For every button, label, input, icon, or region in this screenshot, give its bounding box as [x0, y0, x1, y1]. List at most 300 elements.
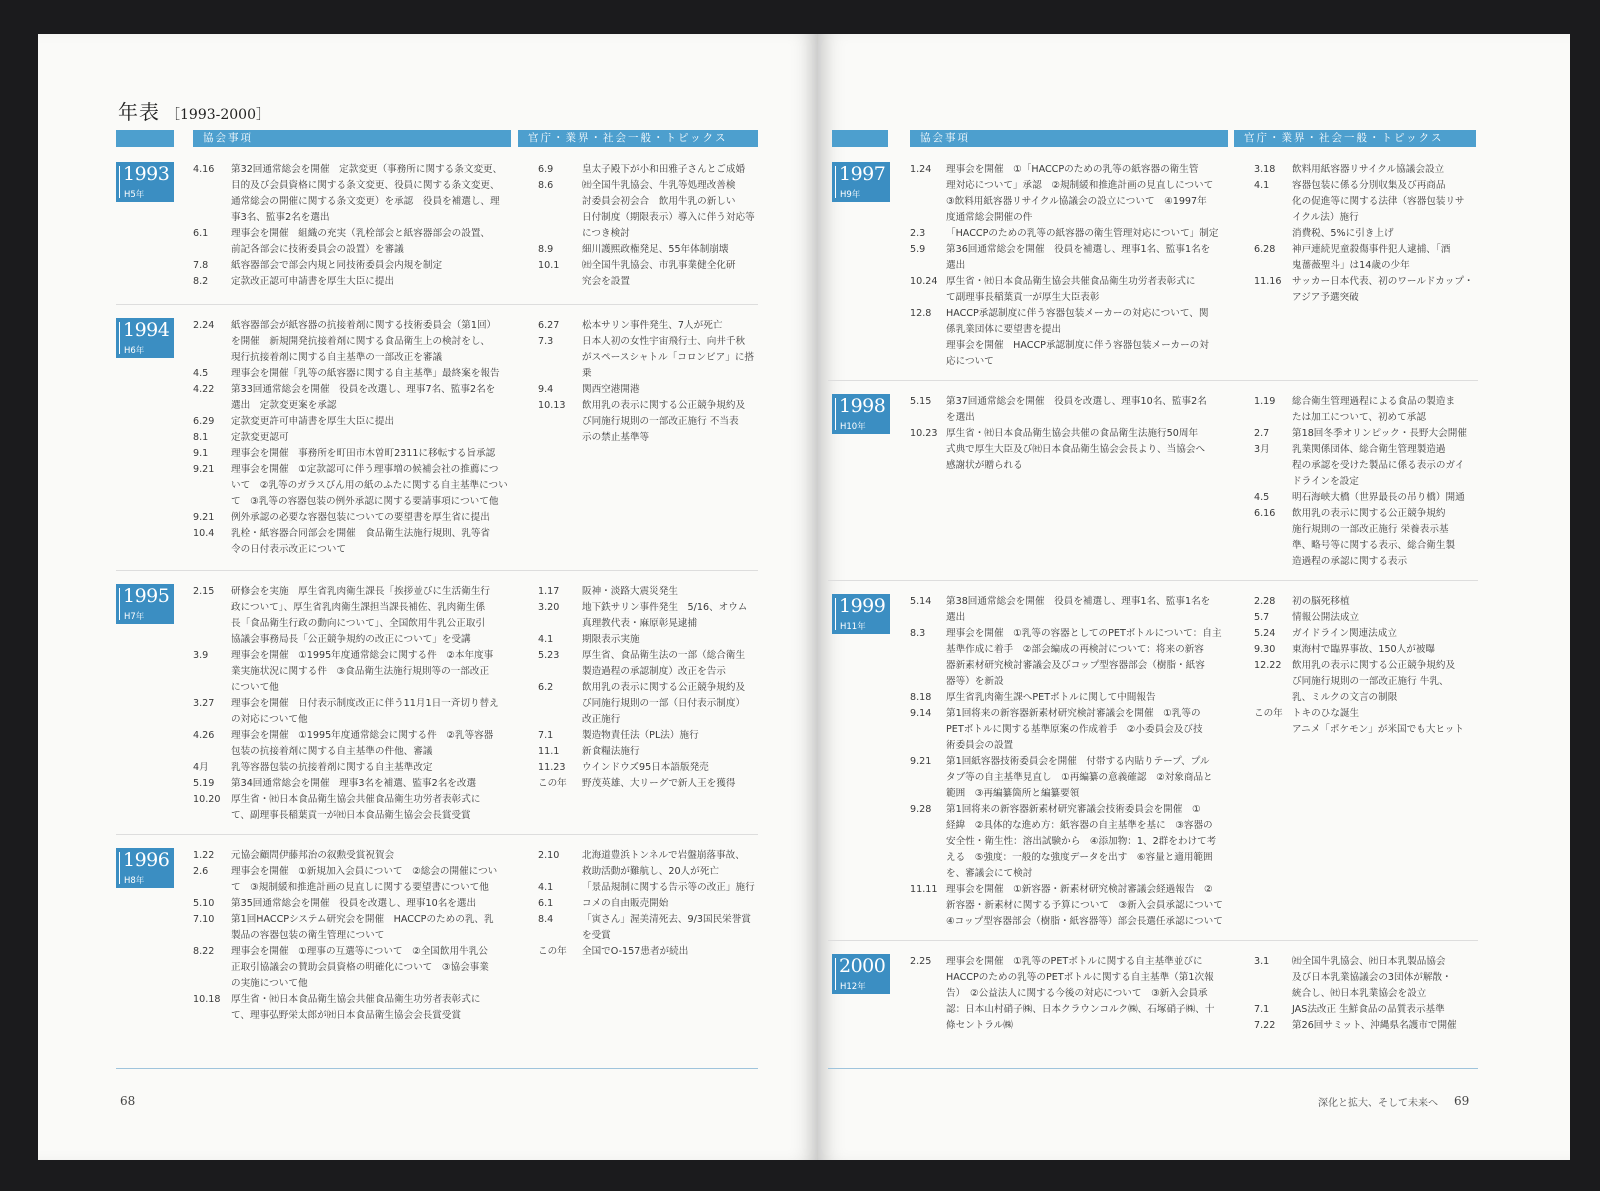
- era-label: H8年: [124, 876, 145, 886]
- society-column: [1254, 954, 1478, 1034]
- entry-date: 4.1: [1254, 180, 1270, 191]
- assoc-entry: [193, 896, 513, 912]
- header-year-block: [832, 130, 888, 147]
- entry-text: 厚生省、食品衛生法の一部（総合衛生 製造過程の承認制度）改正を告示: [582, 650, 746, 677]
- entry-text: 皇太子殿下が小和田雅子さんとご成婚: [582, 164, 746, 175]
- entry-text: 乳栓・紙容器合同部会を開催 食品衛生法施行規則、乳等省 令の日付表示改正について: [231, 528, 491, 555]
- title-main: 年表: [118, 100, 160, 124]
- entry-date: 2.25: [910, 956, 932, 967]
- entry-date: 10.1: [538, 260, 560, 271]
- entry-date: 3.9: [193, 650, 209, 661]
- entry-text: 期限表示実施: [582, 634, 640, 645]
- entry-date: 6.27: [538, 320, 560, 331]
- era-label: H10年: [840, 422, 866, 432]
- assoc-entry: [193, 226, 513, 258]
- entry-text: 阪神・淡路大震災発生: [582, 586, 678, 597]
- entry-date: 5.7: [1254, 612, 1270, 623]
- entry-text: 理事会を開催 ①理事の互選等について ②全国飲用牛乳公 正取引協議会の賛助会員資格の明確化について ③協会事業 の実施について他: [231, 946, 489, 989]
- era-label: H6年: [124, 346, 145, 356]
- entry-text: 情報公開法成立: [1292, 612, 1360, 623]
- assoc-entry: [193, 696, 513, 728]
- assoc-entry: [193, 848, 513, 864]
- entry-text: 新食糧法施行: [582, 746, 640, 757]
- header-year-block: [116, 130, 174, 147]
- year-label: 2000: [839, 955, 886, 977]
- entry-text: ㈳全国牛乳協会、市乳事業健全化研 究会を設置: [582, 260, 736, 287]
- entry-date: 7.22: [1254, 1020, 1276, 1031]
- entry-text: 初の脳死移植: [1292, 596, 1350, 607]
- assoc-entry: [910, 954, 1230, 1034]
- entry-text: 第18回冬季オリンピック・長野大会開催: [1292, 428, 1467, 439]
- entry-date: 8.4: [538, 914, 554, 925]
- header-assoc: 協会事項: [193, 130, 511, 147]
- entry-text: 定款改正認可申請書を厚生大臣に提出: [231, 276, 395, 287]
- society-entry: [1254, 1018, 1478, 1034]
- entry-date: 9.21: [193, 512, 215, 523]
- year-label: 1996: [123, 849, 170, 871]
- entry-text: 紙容器部会で部会内規と同技術委員会内規を制定: [231, 260, 443, 271]
- entry-text: 理事会を開催「乳等の紙容器に関する自主基準」最終案を報告: [231, 368, 500, 379]
- entry-text: 元協会顧問伊藤邦治の叙勲受賞祝賀会: [231, 850, 395, 861]
- assoc-entry: [193, 992, 513, 1024]
- entry-text: 第35回通常総会を開催 役員を改選し、理事10名を選出: [231, 898, 477, 909]
- assoc-column: [910, 162, 1230, 370]
- entry-date: 7.8: [193, 260, 209, 271]
- entry-date: 2.7: [1254, 428, 1270, 439]
- entry-text: 松本サリン事件発生、7人が死亡: [582, 320, 723, 331]
- entry-text: 理事会を開催 組織の充実（乳栓部会と紙容器部会の設置、 前記各部会に技術委員会の設置）を審議: [231, 228, 491, 255]
- entry-date: 4.1: [538, 634, 554, 645]
- society-entry: [538, 776, 760, 792]
- entry-text: 厚生省・㈳日本食品衛生協会共催の食品衛生法施行50周年 式典で厚生大臣及び㈳日本食品衛生協会会長より、当協会へ 感謝状が贈られる: [946, 428, 1206, 471]
- society-entry: [1254, 426, 1478, 442]
- section-divider: [828, 380, 1478, 381]
- entry-text: 日本人初の女性宇宙飛行士、向井千秋 がスペースシャトル「コロンビア」に搭乗: [582, 336, 755, 379]
- assoc-entry: [193, 162, 513, 226]
- entry-text: トキのひな誕生 アニメ「ポケモン」が米国でも大ヒット: [1292, 708, 1464, 735]
- entry-date: 3月: [1254, 444, 1270, 455]
- entry-text: 製造物責任法（PL法）施行: [582, 730, 699, 741]
- entry-text: 理事会を開催 ①定款認可に伴う理事増の候補会社の推薦につ いて ②乳等のガラスびん用の紙のふたに関する自主基準につい て ③乳等の容器包装の例外承認に関する要請事項について他: [231, 464, 508, 507]
- entry-text: 飲用乳の表示に関する公正競争規約及 び同施行規則の一部改正施行 不当表 示の禁止基準等: [582, 400, 746, 443]
- entry-text: ガイドライン関連法成立: [1292, 628, 1397, 639]
- society-entry: [538, 744, 760, 760]
- entry-text: 関西空港開港: [582, 384, 640, 395]
- section-divider: [116, 834, 758, 835]
- entry-date: 4.16: [193, 164, 215, 175]
- entry-text: 第1回紙容器技術委員会を開催 付帯する内貼りテープ、プル タブ等の自主基準見直し ①再編纂の意義確認 ②対象商品と 範囲 ③再編纂箇所と編纂要領: [946, 756, 1213, 799]
- entry-date: 9.4: [538, 384, 554, 395]
- society-entry: [1254, 442, 1478, 490]
- entry-text: 理事会を開催 ①乳等のPETボトルに関する自主基準並びに HACCPのための乳等のPETボトルに関する自主基準（第1次報 告） ②公益法人に関する今後の対応について ③新入会員承 認：日本山村硝子㈱、日本クラウンコルク㈱、石塚硝子㈱、十 條セントラル㈱: [946, 956, 1215, 1031]
- bottom-rule: [828, 1068, 1478, 1069]
- entry-text: 理事会を開催 ①1995年度通常総会に関する件 ②乳等容器 包装の抗接着剤に関する自主基準の件他、審議: [231, 730, 494, 757]
- entry-date: 4.5: [193, 368, 209, 379]
- assoc-entry: [193, 414, 513, 430]
- entry-text: 理事会を開催 ①1995年度通常総会に関する件 ②本年度事 業実施状況に関する件 ③食品衛生法施行規則等の一部改正 について他: [231, 650, 494, 693]
- entry-date: 8.18: [910, 692, 932, 703]
- entry-text: サッカー日本代表、初のワールドカップ・ アジア予選突破: [1292, 276, 1474, 303]
- assoc-entry: [910, 394, 1230, 426]
- society-entry: [538, 680, 760, 728]
- entry-date: 4.5: [1254, 492, 1270, 503]
- entry-date: 12.8: [910, 308, 932, 319]
- entry-date: 11.23: [538, 762, 566, 773]
- entry-date: 4.26: [193, 730, 215, 741]
- entry-date: 5.19: [193, 778, 215, 789]
- page-number-right: 69: [1454, 1094, 1470, 1108]
- entry-text: 第36回通常総会を開催 役員を補選し、理事1名、監事1名を 選出: [946, 244, 1211, 271]
- assoc-entry: [910, 594, 1230, 626]
- entry-text: 例外承認の必要な容器包装についての要望書を厚生省に提出: [231, 512, 490, 523]
- society-entry: [538, 334, 760, 382]
- society-entry: [1254, 642, 1478, 658]
- society-entry: [538, 728, 760, 744]
- chronology-title: [118, 96, 270, 125]
- society-entry: [1254, 1002, 1478, 1018]
- entry-date: 5.24: [1254, 628, 1276, 639]
- year-badge-bar: [835, 398, 836, 430]
- entry-date: 6.9: [538, 164, 554, 175]
- entry-date: 7.10: [193, 914, 215, 925]
- assoc-entry: [910, 754, 1230, 802]
- assoc-entry: [193, 912, 513, 944]
- era-label: H7年: [124, 612, 145, 622]
- entry-date: 9.1: [193, 448, 209, 459]
- society-column: [1254, 394, 1478, 570]
- year-badge-bar: [119, 588, 120, 620]
- assoc-entry: [193, 648, 513, 696]
- society-entry: [538, 896, 760, 912]
- entry-date: 10.23: [910, 428, 938, 439]
- entry-text: 飲料用紙容器リサイクル協議会設立: [1292, 164, 1445, 175]
- entry-text: 第32回通常総会を開催 定款変更（事務所に関する条文変更、 目的及び会員資格に関する条文変更、役員に関する条文変更、 通常総会の開催に関する条文変更）を承認 役員を補選し、理 事3名、監事2名を選出: [231, 164, 503, 223]
- entry-date: 11.1: [538, 746, 560, 757]
- assoc-column: [193, 318, 513, 558]
- society-entry: [1254, 954, 1478, 1002]
- society-entry: [538, 648, 760, 680]
- entry-text: 地下鉄サリン事件発生 5/16、オウム 真理教代表・麻原彰晃逮捕: [582, 602, 748, 629]
- society-entry: [538, 382, 760, 398]
- entry-date: 1.17: [538, 586, 560, 597]
- assoc-entry: [193, 318, 513, 366]
- section-divider: [828, 580, 1478, 581]
- entry-date: 2.28: [1254, 596, 1276, 607]
- entry-date: 9.14: [910, 708, 932, 719]
- assoc-entry: [193, 274, 513, 290]
- assoc-entry: [193, 944, 513, 992]
- assoc-entry: [193, 760, 513, 776]
- society-entry: [538, 242, 760, 258]
- entry-date: 2.6: [193, 866, 209, 877]
- assoc-column: [193, 848, 513, 1024]
- assoc-entry: [193, 382, 513, 414]
- entry-date: 6.28: [1254, 244, 1276, 255]
- year-badge: [832, 394, 890, 434]
- entry-text: HACCP承認制度に伴う容器包装メーカーの対応について、関 係乳業団体に要望書を提出: [946, 308, 1209, 335]
- society-entry: [538, 880, 760, 896]
- section-divider: [116, 304, 758, 305]
- assoc-entry: [193, 462, 513, 510]
- assoc-entry: [910, 274, 1230, 306]
- entry-date: 3.1: [1254, 956, 1270, 967]
- society-entry: [538, 258, 760, 290]
- entry-text: 飲用乳の表示に関する公正競争規約 施行規則の一部改正施行 栄養表示基 準、略号等に関する表示、総合衛生製 造過程の承認に関する表示: [1292, 508, 1456, 567]
- society-entry: [1254, 178, 1478, 242]
- era-label: H11年: [840, 622, 866, 632]
- assoc-column: [910, 394, 1230, 474]
- entry-date: 2.24: [193, 320, 215, 331]
- society-column: [1254, 594, 1478, 738]
- entry-text: 神戸連続児童殺傷事件犯人逮捕、「酒 鬼薔薇聖斗」は14歳の少年: [1292, 244, 1451, 271]
- society-entry: [538, 162, 760, 178]
- era-label: H5年: [124, 190, 145, 200]
- entry-date: 5.15: [910, 396, 932, 407]
- entry-text: ㈳全国牛乳協会、牛乳等処理改善検 討委員会初会合 飲用牛乳の新しい 日付制度（期限表示）導入に伴う対応等 につき検討: [582, 180, 755, 239]
- year-badge: [116, 584, 174, 624]
- entry-text: 理事会を開催 事務所を町田市木曽町2311に移転する旨承認: [231, 448, 496, 459]
- entry-text: 厚生省・㈳日本食品衛生協会共催食品衛生功労者表彰式に て、副理事長稲葉貢一が㈳日本食品衛生協会会長賞受賞: [231, 794, 481, 821]
- society-entry: [1254, 506, 1478, 570]
- assoc-column: [910, 954, 1230, 1034]
- era-label: H12年: [840, 982, 866, 992]
- entry-date: [910, 338, 946, 370]
- entry-text: 細川護熙政権発足、55年体制崩壊: [582, 244, 729, 255]
- entry-text: 理事会を開催 日付表示制度改正に伴う11月1日一斉切り替え の対応について他: [231, 698, 499, 725]
- assoc-column: [193, 162, 513, 290]
- society-entry: [1254, 626, 1478, 642]
- entry-text: 「景品規制に関する告示等の改正」施行: [582, 882, 755, 893]
- assoc-entry: [910, 338, 1230, 370]
- entry-date: 3.27: [193, 698, 215, 709]
- assoc-entry: [193, 864, 513, 896]
- entry-date: 7.3: [538, 336, 554, 347]
- entry-date: この年: [538, 778, 567, 789]
- entry-date: 1.22: [193, 850, 215, 861]
- society-entry: [1254, 658, 1478, 706]
- running-footer: 深化と拡大、そして未来へ: [1318, 1098, 1438, 1109]
- entry-date: 5.14: [910, 596, 932, 607]
- entry-text: 第1回HACCPシステム研究会を開催 HACCPのための乳、乳 製品の容器包装の衛生管理について: [231, 914, 494, 941]
- entry-text: 容器包装に係る分別収集及び再商品 化の促進等に関する法律（容器包装リサ イクル法）施行 消費税、5%に引き上げ: [1292, 180, 1465, 239]
- society-entry: [1254, 706, 1478, 738]
- left-page: [38, 34, 818, 1160]
- entry-text: 第1回将来の新容器新素材研究審議会技術委員会を開催 ① 経緯 ②具体的な進め方：紙容器の自主基準を基に ③容器の 安全性・衛生性：溶出試験から ④添加物：1、2群をわけて考 える ⑤強度：一般的な強度データを出す ⑥容量と適用範囲 を、審議会にて検討: [946, 804, 1217, 879]
- society-entry: [538, 632, 760, 648]
- entry-text: ㈳全国牛乳協会、㈳日本乳製品協会 及び日本乳業協議会の3団体が解散・ 統合し、㈳日本乳業協会を設立: [1292, 956, 1452, 999]
- assoc-entry: [193, 258, 513, 274]
- entry-date: 7.1: [1254, 1004, 1270, 1015]
- entry-date: 12.22: [1254, 660, 1282, 671]
- year-badge: [116, 848, 174, 888]
- entry-text: 「寅さん」渥美清死去、9/3国民栄誉賞 を受賞: [582, 914, 751, 941]
- year-label: 1998: [839, 395, 886, 417]
- society-entry: [1254, 274, 1478, 306]
- society-entry: [538, 584, 760, 600]
- assoc-entry: [910, 306, 1230, 338]
- entry-date: 4.22: [193, 384, 215, 395]
- assoc-entry: [193, 776, 513, 792]
- entry-text: 東海村で臨界事故、150人が被曝: [1292, 644, 1436, 655]
- entry-date: 11.11: [910, 884, 938, 895]
- entry-date: 8.3: [910, 628, 926, 639]
- entry-date: 9.30: [1254, 644, 1276, 655]
- society-column: [538, 318, 760, 446]
- entry-text: 総合衛生管理過程による食品の製造ま たは加工について、初めて承認: [1292, 396, 1456, 423]
- section-divider: [116, 570, 758, 571]
- year-badge-bar: [835, 598, 836, 630]
- entry-text: 理事会を開催 ①新規加入会員について ②総会の開催につい て ③規制緩和推進計画の見直しに関する要望書について他: [231, 866, 498, 893]
- entry-date: 6.16: [1254, 508, 1276, 519]
- society-entry: [538, 848, 760, 880]
- year-label: 1999: [839, 595, 886, 617]
- entry-text: 野茂英雄、大リーグで新人王を獲得: [582, 778, 736, 789]
- entry-text: 理事会を開催 ①「HACCPのための乳等の紙容器の衛生管 理対応について」承認 ②規制緩和推進計画の見直しについて ③飲料用紙容器リサイクル協議会の設立について ④1997年 度通常総会開催の件: [946, 164, 1214, 223]
- assoc-entry: [910, 626, 1230, 690]
- assoc-entry: [193, 584, 513, 648]
- society-entry: [538, 178, 760, 242]
- assoc-entry: [910, 226, 1230, 242]
- entry-date: 2.10: [538, 850, 560, 861]
- header-society: 官庁・業界・社会一般・トピックス: [518, 130, 758, 147]
- year-badge-bar: [119, 166, 120, 198]
- society-column: [538, 584, 760, 792]
- entry-text: 全国でO-157患者が続出: [582, 946, 689, 957]
- society-column: [538, 848, 760, 960]
- entry-text: 飲用乳の表示に関する公正競争規約及 び同施行規則の一部（日付表示制度） 改正施行: [582, 682, 746, 725]
- assoc-entry: [910, 426, 1230, 474]
- year-badge: [832, 162, 890, 202]
- entry-date: 1.19: [1254, 396, 1276, 407]
- entry-text: 飲用乳の表示に関する公正競争規約及 び同施行規則の一部改正施行 牛乳、 乳、ミルクの文言の制限: [1292, 660, 1456, 703]
- entry-text: コメの自由販売開始: [582, 898, 669, 909]
- society-entry: [1254, 394, 1478, 426]
- assoc-entry: [910, 162, 1230, 226]
- entry-date: 3.18: [1254, 164, 1276, 175]
- entry-date: 9.28: [910, 804, 932, 815]
- entry-date: 2.3: [910, 228, 926, 239]
- page-number-left: 68: [120, 1094, 136, 1108]
- entry-text: 厚生省・㈳日本食品衛生協会共催食品衛生功労者表彰式に て、理事弘野栄太郎が㈳日本食品衛生協会会長賞受賞: [231, 994, 481, 1021]
- year-badge-bar: [835, 958, 836, 990]
- assoc-column: [193, 584, 513, 824]
- entry-date: 6.1: [538, 898, 554, 909]
- entry-text: 第26回サミット、沖縄県名護市で開催: [1292, 1020, 1457, 1031]
- assoc-entry: [910, 690, 1230, 706]
- entry-date: 1.24: [910, 164, 932, 175]
- entry-date: この年: [538, 946, 567, 957]
- year-badge: [832, 954, 890, 994]
- year-badge-bar: [119, 322, 120, 354]
- entry-text: 理事会を開催 ①新容器・新素材研究検討審議会経過報告 ② 新容器・新素材に関する予算について ③新入会員承認について ④コップ型容器部会（樹脂・紙容器等）部会長選任承認について: [946, 884, 1223, 927]
- society-column: [1254, 162, 1478, 306]
- entry-text: 理事会を開催 ①乳等の容器としてのPETボトルについて：自主 基準作成に着手 ②部会編成の再検討について：将来の新容 器新素材研究検討審議会及びコップ型容器部会（樹脂・紙容 器等）を新設: [946, 628, 1222, 687]
- entry-date: 6.2: [538, 682, 554, 693]
- entry-text: 厚生省乳肉衛生課へPETボトルに関して中間報告: [946, 692, 1156, 703]
- entry-date: 8.1: [193, 432, 209, 443]
- right-page: [818, 34, 1570, 1160]
- entry-text: 明石海峡大橋（世界最長の吊り橋）開通: [1292, 492, 1465, 503]
- entry-date: 8.2: [193, 276, 209, 287]
- assoc-entry: [193, 366, 513, 382]
- entry-date: 9.21: [910, 756, 932, 767]
- society-entry: [1254, 242, 1478, 274]
- header-society: 官庁・業界・社会一般・トピックス: [1234, 130, 1476, 147]
- society-entry: [538, 600, 760, 632]
- entry-date: 6.29: [193, 416, 215, 427]
- entry-date: 6.1: [193, 228, 209, 239]
- entry-date: この年: [1254, 708, 1283, 719]
- entry-text: JAS法改正 生鮮食品の品質表示基準: [1292, 1004, 1445, 1015]
- entry-text: 定款変更許可申請書を厚生大臣に提出: [231, 416, 395, 427]
- year-label: 1993: [123, 163, 170, 185]
- entry-text: 紙容器部会が紙容器の抗接着剤に関する技術委員会（第1回） を開催 新規開発抗接着剤に関する食品衛生上の検討をし、 現行抗接着剤に関する自主基準の一部改正を審議: [231, 320, 497, 363]
- entry-date: 10.13: [538, 400, 566, 411]
- year-badge: [116, 162, 174, 202]
- year-label: 1994: [123, 319, 170, 341]
- entry-text: 第1回将来の新容器新素材研究検討審議会を開催 ①乳等の PETボトルに関する基準原案の作成着手 ②小委員会及び技 術委員会の設置: [946, 708, 1203, 751]
- society-entry: [1254, 610, 1478, 626]
- year-label: 1997: [839, 163, 886, 185]
- society-entry: [1254, 490, 1478, 506]
- society-entry: [1254, 162, 1478, 178]
- year-badge-bar: [119, 852, 120, 884]
- entry-date: 5.23: [538, 650, 560, 661]
- assoc-entry: [193, 510, 513, 526]
- entry-text: 北海道豊浜トンネルで岩盤崩落事故、 救助活動が難航し、20人が死亡: [582, 850, 745, 877]
- entry-date: 4月: [193, 762, 209, 773]
- entry-date: 8.9: [538, 244, 554, 255]
- entry-text: 第38回通常総会を開催 役員を補選し、理事1名、監事1名を 選出: [946, 596, 1211, 623]
- assoc-entry: [193, 728, 513, 760]
- year-badge: [116, 318, 174, 358]
- entry-date: 10.24: [910, 276, 938, 287]
- entry-text: 理事会を開催 HACCP承認制度に伴う容器包装メーカーの対 応について: [946, 340, 1209, 367]
- bottom-rule: [116, 1068, 758, 1069]
- entry-date: 10.4: [193, 528, 215, 539]
- entry-date: 10.20: [193, 794, 221, 805]
- title-range: ［1993-2000］: [166, 107, 270, 123]
- entry-text: ウインドウズ95日本語版発売: [582, 762, 709, 773]
- entry-date: 9.21: [193, 464, 215, 475]
- era-label: H9年: [840, 190, 861, 200]
- assoc-entry: [910, 802, 1230, 882]
- entry-date: 11.16: [1254, 276, 1282, 287]
- assoc-entry: [910, 882, 1230, 930]
- entry-date: 3.20: [538, 602, 560, 613]
- entry-text: 第33回通常総会を開催 役員を改選し、理事7名、監事2名を 選出 定款変更案を承認: [231, 384, 496, 411]
- entry-date: 5.9: [910, 244, 926, 255]
- society-entry: [538, 912, 760, 944]
- assoc-entry: [910, 706, 1230, 754]
- year-badge: [832, 594, 890, 634]
- entry-text: 乳等容器包装の抗接着剤に関する自主基準改定: [231, 762, 433, 773]
- assoc-column: [910, 594, 1230, 930]
- society-column: [538, 162, 760, 290]
- society-entry: [538, 398, 760, 446]
- entry-date: 2.15: [193, 586, 215, 597]
- society-entry: [538, 760, 760, 776]
- society-entry: [538, 944, 760, 960]
- assoc-entry: [193, 446, 513, 462]
- assoc-entry: [910, 242, 1230, 274]
- society-entry: [538, 318, 760, 334]
- section-divider: [828, 940, 1478, 941]
- year-label: 1995: [123, 585, 170, 607]
- society-entry: [1254, 594, 1478, 610]
- entry-date: 8.6: [538, 180, 554, 191]
- entry-text: 「HACCPのための乳等の紙容器の衛生管理対応について」制定: [946, 228, 1219, 239]
